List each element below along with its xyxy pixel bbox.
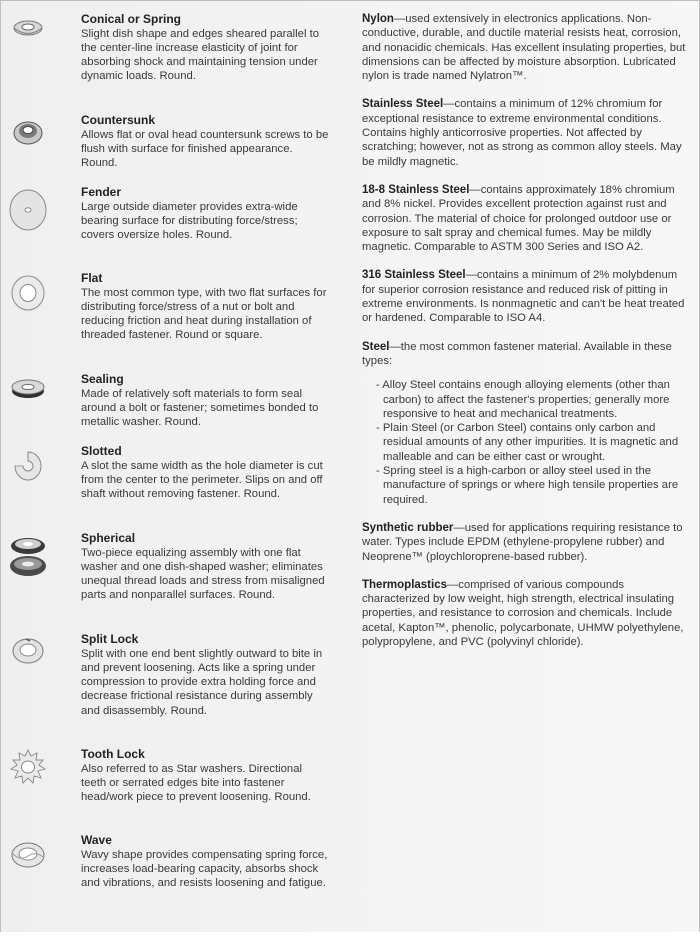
list-item: - Spring steel is a high-carbon or alloy steel used in the manufacture of springs or where high tensile properties are required. <box>376 465 679 506</box>
material-description: —comprised of various compounds characterized by low weight, high strength, electrical insulating properties, and resistance to corrosion and chemicals. Include acetal, Kapton™, phenolic, polycarbonate, UHMW polyethylene, polypropylene, and PVC (polyvinyl chloride). <box>362 578 684 648</box>
countersunk-washer-icon <box>8 115 48 145</box>
washer-title: Wave <box>81 833 112 847</box>
material-name: Thermoplastics <box>362 578 447 591</box>
material-entry <box>362 12 692 83</box>
washer-description: Split with one end bent slightly outward to bite in and prevent loosening. Acts like a spring under compression to provide extra holding force and decrease frictional resistance during assembly and disassembly. Round. <box>81 647 323 717</box>
page-bottom-margin <box>0 932 700 943</box>
material-name: Steel <box>362 340 390 353</box>
washer-title: Flat <box>81 271 103 285</box>
conical-washer-icon <box>8 14 48 44</box>
washer-description: Made of relatively soft materials to form seal around a bolt or fastener; sometimes bonded to metallic washer. Round. <box>81 387 319 429</box>
material-entry <box>362 578 692 649</box>
material-description: —the most common fastener material. Available in these types: <box>362 340 672 367</box>
material-entry <box>362 268 692 325</box>
material-name: Nylon <box>362 13 394 25</box>
washer-title: Countersunk <box>81 113 156 127</box>
washer-description: Wavy shape provides compensating spring force, increases load-bearing capacity, absorbs shock and vibrations, and resists loosening and fatigue. <box>81 848 328 890</box>
material-name: Synthetic rubber <box>362 521 454 534</box>
washer-title: Split Lock <box>81 632 139 646</box>
material-name: Stainless Steel <box>362 98 444 111</box>
material-description: —used extensively in electronics applications. Non-conductive, durable, and ductile material resists heat, corrosion, and nonacidic chemicals. Has excellent insulating properties, but dimensions can be affected by moisture absorption. Lubricated nylon is trade named Nylatron™. <box>362 13 686 83</box>
washer-description: Two-piece equalizing assembly with one flat washer and one dish-shaped washer; eliminates unequal thread loads and stress from misaligned parts and nonparallel surfaces. Round. <box>81 546 325 602</box>
material-description: —contains a minimum of 2% molybdenum for superior corrosion resistance and reduced risk of pitting in extreme environments. Is nonmagnetic and can't be heat treated or hardened. Comparable to ISO A4. <box>362 269 685 325</box>
materials-column <box>362 12 692 663</box>
material-description: —contains approximately 18% chromium and 8% nickel. Provides excellent protection against rust and corrosion. The material of choice for prolonged outdoor use or exposure to salt spray and chemical fumes. May be mildly magnetic. Comparable to ASTM 300 Series and ISO A2. <box>362 183 675 254</box>
spherical-washer-icon <box>8 533 48 583</box>
washer-title: Sealing <box>81 372 124 386</box>
slotted-washer-icon <box>8 448 48 484</box>
washer-description: Also referred to as Star washers. Directional teeth or serrated edges bite into fastener head/work piece to prevent loosening. Round. <box>81 762 311 804</box>
washer-title: Slotted <box>81 444 122 458</box>
material-name: 316 Stainless Steel <box>362 269 466 282</box>
material-entry <box>362 97 692 168</box>
washer-title: Spherical <box>81 531 136 545</box>
wave-washer-icon <box>8 837 48 873</box>
sealing-washer-icon <box>8 374 48 404</box>
washer-title: Conical or Spring <box>81 12 182 26</box>
washer-description: Large outside diameter provides extra-wide bearing surface for distributing force/stress; covers oversize holes. Round. <box>81 200 298 242</box>
fender-washer-icon <box>8 187 48 233</box>
tooth-lock-washer-icon <box>8 747 48 787</box>
washer-title: Fender <box>81 185 122 199</box>
material-description: —contains a minimum of 12% chromium for exceptional resistance to extreme environmental conditions. Contains highly anticorrosive properties. Not affected by scratching; however, not as strong as common alloy steels. May be mildly magnetic. <box>362 98 682 168</box>
flat-washer-icon <box>8 273 48 313</box>
material-description: —used for applications requiring resistance to water. Types include EPDM (ethylene-propylene rubber) and Neoprene™ (ploychloroprene-based rubber). <box>362 521 683 563</box>
split-lock-washer-icon <box>8 634 48 670</box>
washer-description: The most common type, with two flat surfaces for distributing force/stress of a nut or bolt and reducing friction and heat during installation of threaded fastener. Round or square. <box>81 286 327 342</box>
material-entry <box>362 340 692 369</box>
material-entry <box>362 521 692 564</box>
washer-description: Slight dish shape and edges sheared parallel to the center-line increase elasticity of joint for absorbing shock and maintaining tension under dynamic loads. Round. <box>81 27 320 83</box>
washer-description: A slot the same width as the hole diameter is cut from the center to the perimeter. Slips on and off shaft without removing fastener. Round. <box>81 459 323 501</box>
washer-title: Tooth Lock <box>81 747 145 761</box>
material-entry <box>362 183 692 254</box>
washer-description: Allows flat or oval head countersunk screws to be flush with surface for finished appearance. Round. <box>81 128 329 170</box>
material-name: 18-8 Stainless Steel <box>362 183 470 196</box>
list-item: - Plain Steel (or Carbon Steel) contains only carbon and residual amounts of any other impurities. It is magnetic and malleable and can be either cast or wrought. <box>376 422 679 463</box>
list-item: - Alloy Steel contains enough alloying elements (other than carbon) to affect the fastener's properties; generally more responsive to heat and mechanical treatments. <box>376 379 670 420</box>
steel-types-list <box>376 378 692 507</box>
